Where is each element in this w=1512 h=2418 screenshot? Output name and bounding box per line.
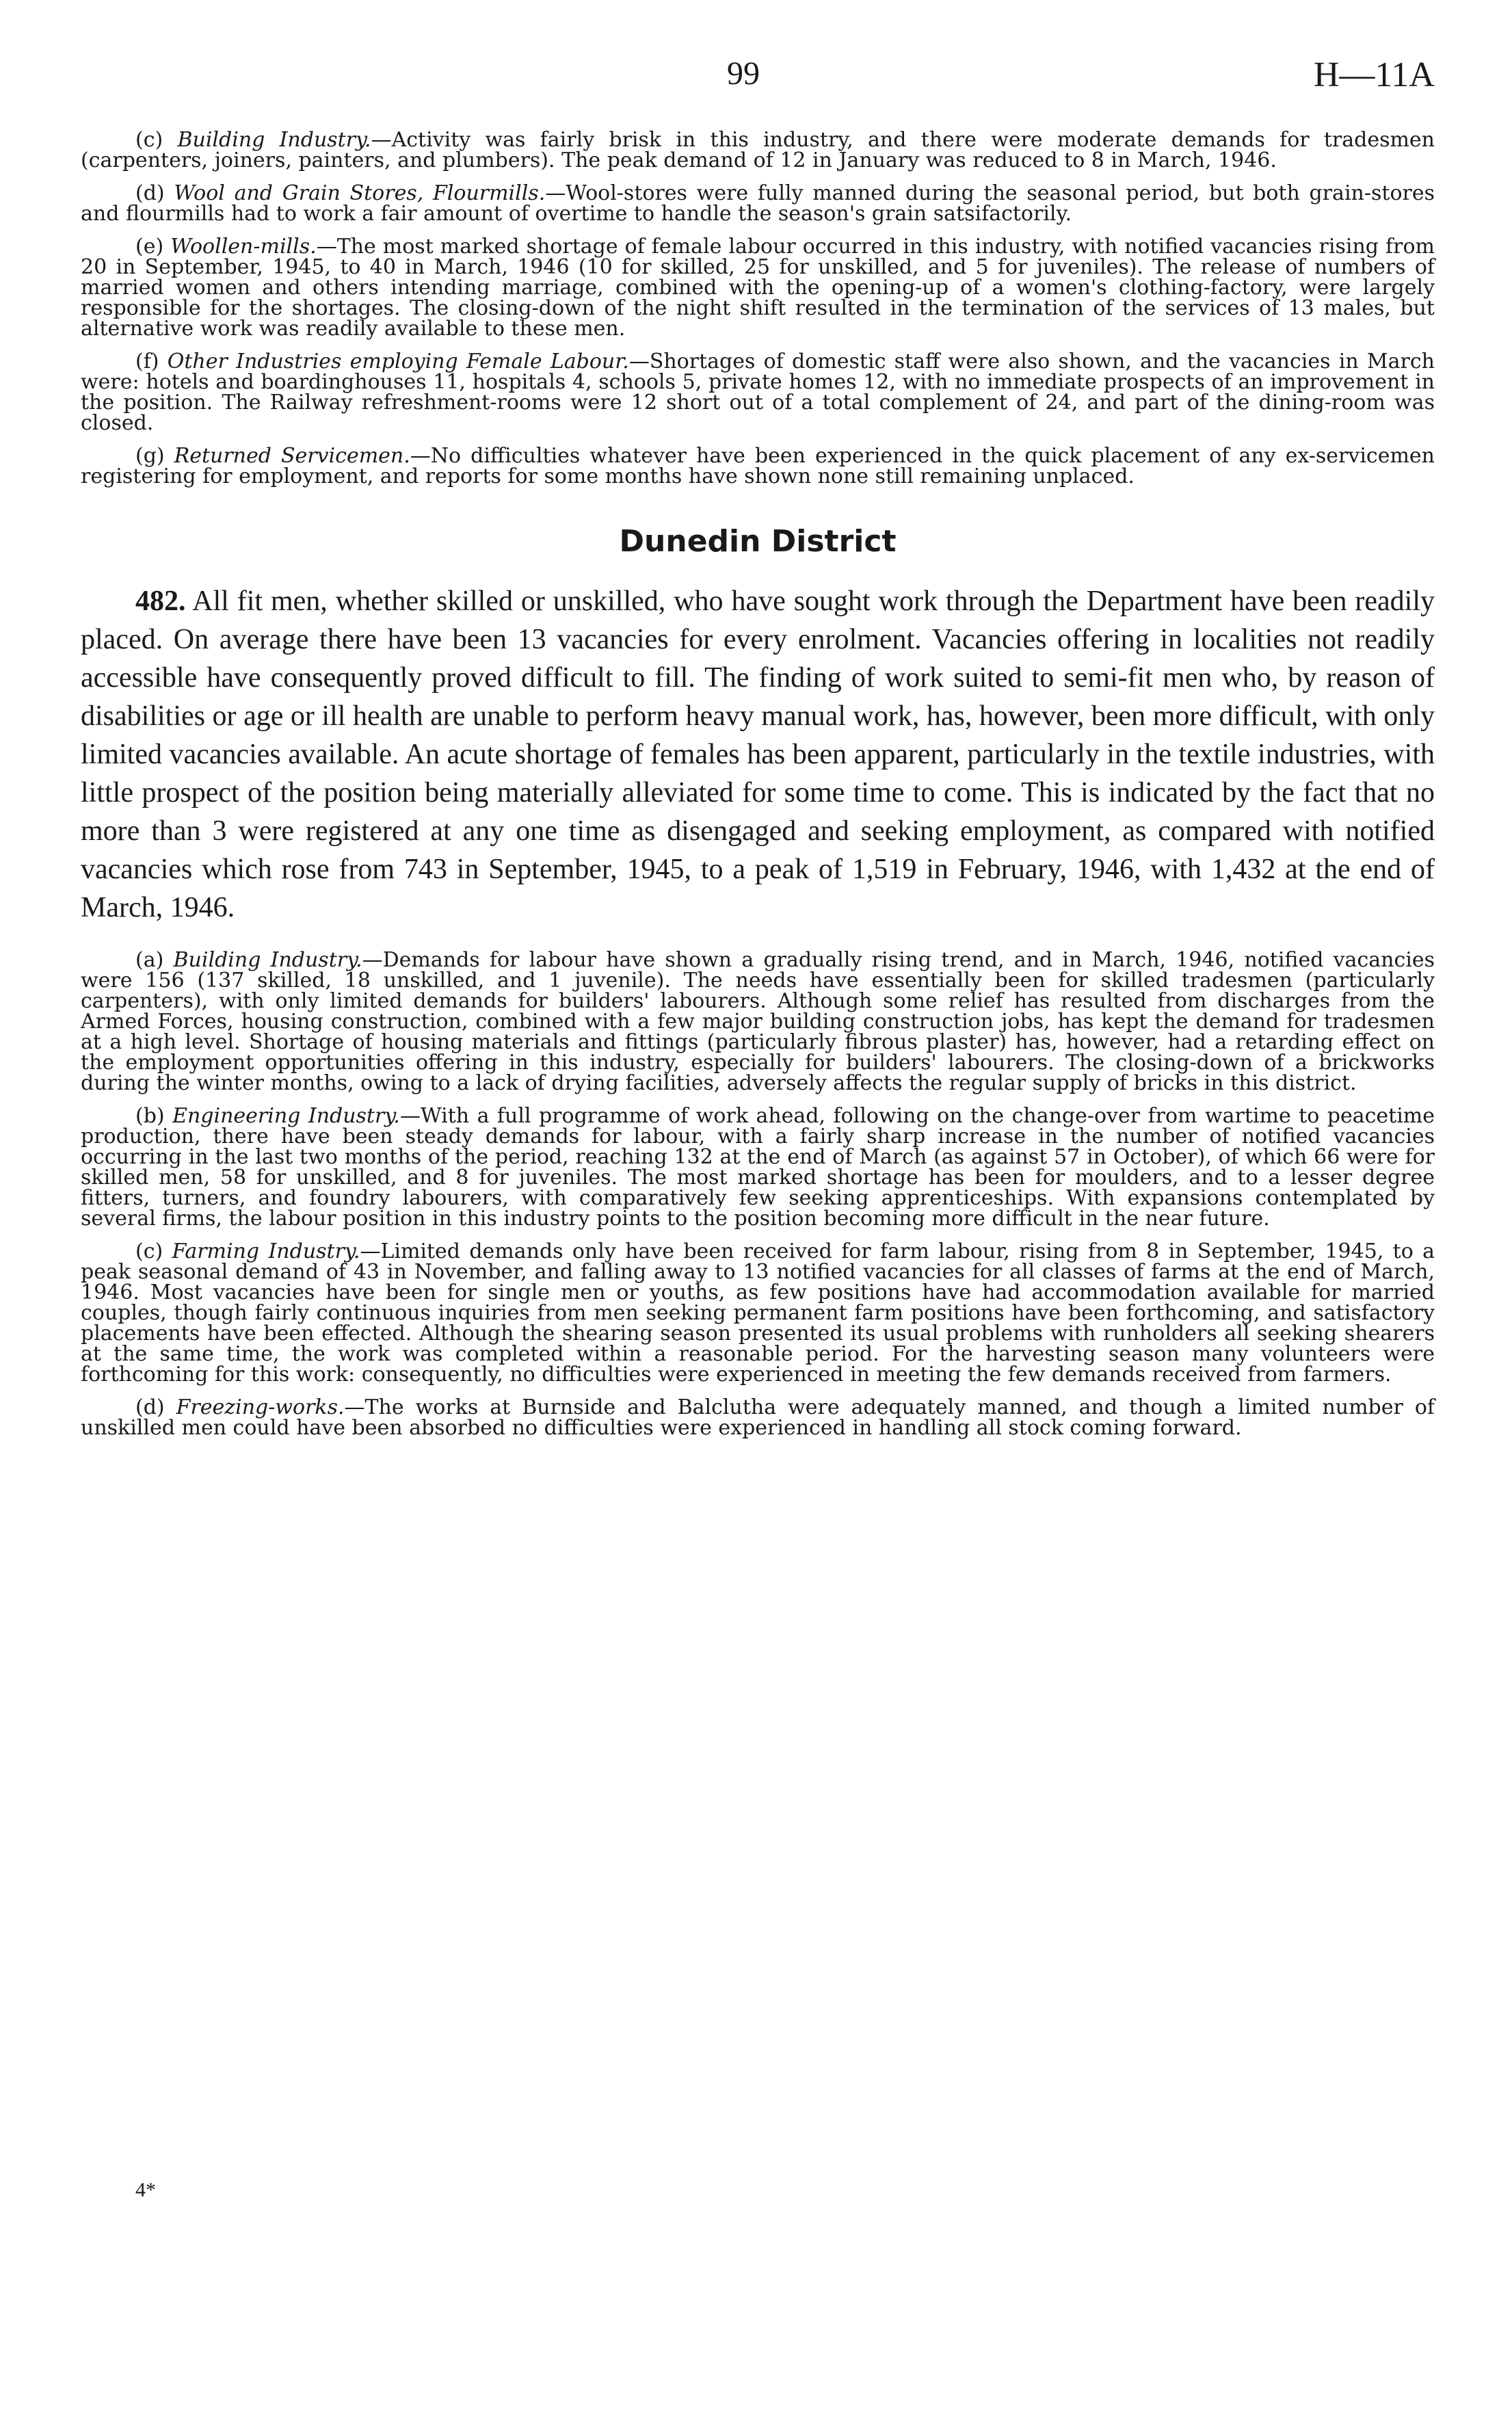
subsection-paragraph [81, 1241, 1435, 1385]
subsection-text: —Shortages of domestic staff were also shown, and the vacancies in March were: hotels and boardinghouses 11, hospitals 4, schools 5, private homes 12, with no immediate prospects of an improvement in the position. The Railway refreshment-rooms were 12 short out of a total complement of 24, and part of the dining-room was closed. [81, 350, 1435, 435]
main-paragraph-text: All fit men, whether skilled or unskilled, who have sought work through the Department have been readily placed. On average there have been 13 vacancies for every enrolment. Vacancies offering in localities not readily accessible have consequently proved difficult to fill. The finding of work suited to semi-fit men who, by reason of disabilities or age or ill health are unable to perform heavy manual work, has, however, been more difficult, with only limited vacancies available. An acute shortage of females has been apparent, particularly in the textile industries, with little prospect of the position being materially alleviated for some time to come. This is indicated by the fact that no more than 3 were registered at any one time as disengaged and seeking employment, as compared with notified vacancies which rose from 743 in September, 1945, to a peak of 1,519 in February, 1946, with 1,432 at the end of March, 1946. [81, 586, 1435, 923]
footer-signature-mark: 4* [135, 2179, 156, 2201]
main-paragraph [81, 582, 1435, 927]
subsection-text: —Wool-stores were fully manned during the seasonal period, but both grain-stores and flourmills had to work a fair amount of overtime to handle the season's grain satsifactorily. [81, 181, 1435, 226]
subsection-title: Building Industry. [177, 128, 371, 152]
subsection-label: (c) [135, 128, 163, 152]
subsection-title: Freezing-works. [176, 1395, 345, 1419]
page-number: 99 [727, 55, 760, 92]
subsection-title: Engineering Industry. [172, 1104, 400, 1128]
subsection-text: —Limited demands only have been received for farm labour, rising from 8 in September, 1945, to a peak seasonal demand of 43 in November, and falling away to 13 notified vacancies for all classes of farms at the end of March, 1946. Most vacancies have been for single men or youths, as few positions have had accommodation available for married couples, though fairly continuous inquiries from men seeking permanent farm positions have been forthcoming, and satisfactory placements have been effected. Although the shearing season presented its usual problems with runholders all seeking shearers at the same time, the work was completed within a reasonable period. For the harvesting season many volunteers were forthcoming for this work: consequently, no difficulties were experienced in meeting the few demands received from farmers. [81, 1239, 1435, 1387]
subsection-label: (c) [135, 1239, 163, 1263]
subsection-paragraph [81, 446, 1435, 487]
subsection-label: (d) [135, 1395, 165, 1419]
paragraph-number: 482. [135, 586, 186, 617]
top-section [81, 130, 1435, 487]
subsection-text: —The works at Burnside and Balclutha were adequately manned, and though a limited number of unskilled men could have been absorbed no difficulties were experienced in handling all stock coming forward. [81, 1395, 1435, 1440]
page-header [81, 55, 1435, 130]
subsection-paragraph [81, 352, 1435, 434]
document-reference: H—11A [1313, 55, 1435, 94]
subsection-paragraph [81, 183, 1435, 224]
district-heading: Dunedin District [619, 524, 897, 559]
subsection-title: Other Industries employing Female Labour. [167, 350, 629, 373]
subsection-title: Returned Servicemen. [174, 444, 410, 468]
subsection-label: (b) [135, 1104, 165, 1128]
subsection-paragraph [81, 950, 1435, 1094]
subsection-title: Building Industry. [173, 948, 362, 972]
subsection-paragraph [81, 1397, 1435, 1438]
subsection-text: —The most marked shortage of female labour occurred in this industry, with notified vacancies rising from 20 in September, 1945, to 40 in March, 1946 (10 for skilled, 25 for unskilled, and 5 for juveniles). The release of numbers of married women and others intending marriage, combined with the opening-up of a women's clothing-factory, were largely responsible for the shortages. The closing-down of the night shift resulted in the termination of the services of 13 males, but alternative work was readily available to these men. [81, 235, 1435, 341]
subsection-paragraph [81, 237, 1435, 339]
subsection-title: Farming Industry. [172, 1239, 360, 1263]
subsection-text: —Demands for labour have shown a gradually rising trend, and in March, 1946, notified vacancies were 156 (137 skilled, 18 unskilled, and 1 juvenile). The needs have essentially been for skilled tradesmen (particularly carpenters), with only limited demands for builders' labourers. Although some relief has resulted from discharges from the Armed Forces, housing construction, combined with a few major building construction jobs, has kept the demand for tradesmen at a high level. Shortage of housing materials and fittings (particularly fibrous plaster) has, however, had a retarding effect on the employment opportunities offering in this industry, especially for builders' labourers. The closing-down of a brickworks during the winter months, owing to a lack of drying facilities, adversely affects the regular supply of bricks in this district. [81, 948, 1435, 1095]
subsection-label: (g) [135, 444, 165, 468]
dunedin-section [81, 950, 1435, 1438]
subsection-text: —Activity was fairly brisk in this industry, and there were moderate demands for tradesmen (carpenters, joiners, painters, and plumbers). The peak demand of 12 in January was reduced to 8 in March, 1946. [81, 128, 1435, 172]
subsection-label: (e) [135, 235, 164, 259]
subsection-paragraph [81, 1106, 1435, 1229]
subsection-text: —With a full programme of work ahead, following on the change-over from wartime to peacetime production, there have been steady demands for labour, with a fairly sharp increase in the number of notified vacancies occurring in the last two months of the period, reaching 132 at the end of March (as against 57 in October), of which 66 were for skilled men, 58 for unskilled, and 8 for juveniles. The most marked shortage has been for moulders, and to a lesser degree fitters, turners, and foundry labourers, with comparatively few seeking apprenticeships. With expansions contemplated by several firms, the labour position in this industry points to the position becoming more difficult in the near future. [81, 1104, 1435, 1231]
document-page [81, 55, 1435, 1451]
subsection-label: (a) [135, 948, 164, 972]
subsection-label: (f) [135, 350, 159, 373]
subsection-paragraph [81, 130, 1435, 171]
subsection-title: Woollen-mills. [170, 235, 317, 259]
subsection-text: —No difficulties whatever have been experienced in the quick placement of any ex-servicemen registering for employment, and reports for some months have shown none still remaining unplaced. [81, 444, 1435, 488]
subsection-title: Wool and Grain Stores, Flourmills. [174, 181, 546, 205]
subsection-label: (d) [135, 181, 165, 205]
